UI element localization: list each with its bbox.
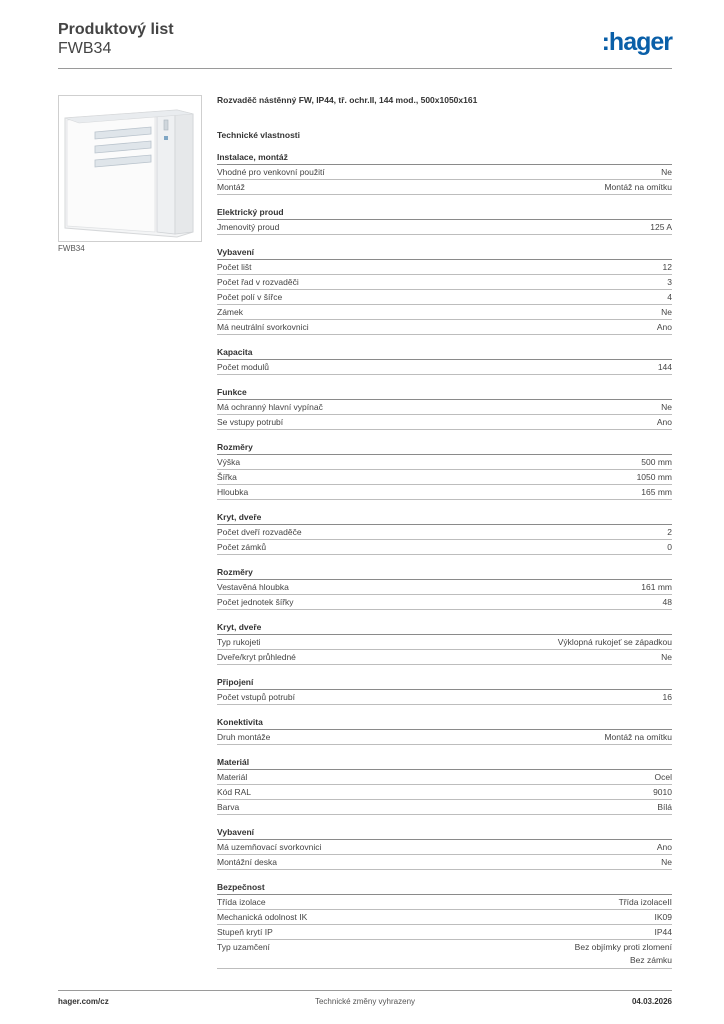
- spec-value: 12: [662, 261, 672, 272]
- technical-properties-title: Technické vlastnosti: [217, 130, 300, 140]
- spec-row: [217, 165, 672, 180]
- spec-label: Kód RAL: [217, 786, 252, 797]
- spec-group-title: Vybavení: [217, 246, 672, 260]
- spec-value: Ne: [661, 651, 672, 662]
- spec-label: Počet zámků: [217, 541, 267, 552]
- spec-value: Ano: [656, 416, 672, 427]
- distribution-board-illustration: [59, 96, 201, 241]
- spec-group-title: Rozměry: [217, 566, 672, 580]
- spec-label: Má uzemňovací svorkovnici: [217, 841, 322, 852]
- group-spacer: [217, 500, 672, 511]
- spec-row: [217, 540, 672, 555]
- spec-value: 1050 mm: [636, 471, 672, 482]
- spec-label: Mechanická odolnost IK: [217, 911, 308, 922]
- group-spacer: [217, 555, 672, 566]
- spec-label: Se vstupy potrubí: [217, 416, 284, 427]
- spec-value: Ne: [661, 856, 672, 867]
- spec-group-title: Rozměry: [217, 441, 672, 455]
- spec-row: [217, 180, 672, 195]
- spec-value: Ne: [661, 401, 672, 412]
- spec-group-title: Kryt, dveře: [217, 511, 672, 525]
- spec-row: [217, 580, 672, 595]
- product-description: Rozvaděč nástěnný FW, IP44, tř. ochr.II, 144 mod., 500x1050x161: [217, 95, 478, 105]
- spec-row: [217, 415, 672, 430]
- spec-value: 48: [662, 596, 672, 607]
- spec-row: [217, 770, 672, 785]
- group-spacer: [217, 745, 672, 756]
- spec-value: Třída izolaceII: [618, 896, 672, 907]
- spec-value: IK09: [654, 911, 672, 922]
- spec-row: [217, 305, 672, 320]
- spec-label: Počet řad v rozvaděči: [217, 276, 299, 287]
- spec-group-title: Vybavení: [217, 826, 672, 840]
- spec-group-title: Kryt, dveře: [217, 621, 672, 635]
- product-image: [58, 95, 202, 242]
- spec-group: [217, 151, 672, 195]
- spec-row: [217, 525, 672, 540]
- spec-group: [217, 511, 672, 555]
- image-caption: FWB34: [58, 244, 85, 253]
- spec-group: [217, 621, 672, 665]
- spec-label: Počet lišt: [217, 261, 252, 272]
- spec-value: IP44: [654, 926, 672, 937]
- spec-group: [217, 206, 672, 235]
- page-title: Produktový list: [58, 21, 174, 38]
- spec-value: Ne: [661, 166, 672, 177]
- spec-group-title: Elektrický proud: [217, 206, 672, 220]
- spec-row: [217, 895, 672, 910]
- footer-website-link[interactable]: hager.com/cz: [58, 997, 109, 1006]
- spec-row: [217, 840, 672, 855]
- spec-label: Třída izolace: [217, 896, 266, 907]
- group-spacer: [217, 195, 672, 206]
- spec-group: [217, 246, 672, 335]
- spec-value: Montáž na omítku: [604, 731, 672, 742]
- spec-value: Ocel: [654, 771, 672, 782]
- spec-label: Počet jednotek šířky: [217, 596, 294, 607]
- spec-value: Bílá: [657, 801, 672, 812]
- spec-value: 0: [667, 541, 672, 552]
- spec-row: [217, 260, 672, 275]
- spec-value: Výklopná rukojeť se západkou: [557, 636, 672, 647]
- spec-group: [217, 566, 672, 610]
- spec-row: [217, 275, 672, 290]
- spec-label: Typ uzamčení: [217, 941, 270, 952]
- spec-row: [217, 455, 672, 470]
- spec-groups: [217, 151, 672, 969]
- spec-label: Barva: [217, 801, 240, 812]
- spec-label: Výška: [217, 456, 241, 467]
- spec-group: [217, 716, 672, 745]
- spec-value: Ano: [656, 841, 672, 852]
- spec-row: [217, 400, 672, 415]
- footer-note: Technické změny vyhrazeny: [314, 997, 416, 1006]
- spec-group: [217, 346, 672, 375]
- spec-row: [217, 635, 672, 650]
- group-spacer: [217, 705, 672, 716]
- page-footer: [58, 997, 672, 1009]
- spec-value: Ano: [656, 321, 672, 332]
- spec-label: Materiál: [217, 771, 248, 782]
- spec-value: Montáž na omítku: [604, 181, 672, 192]
- spec-group-title: Konektivita: [217, 716, 672, 730]
- group-spacer: [217, 815, 672, 826]
- spec-label: Vhodné pro venkovní použití: [217, 166, 325, 177]
- spec-label: Počet vstupů potrubí: [217, 691, 295, 702]
- spec-value: 16: [662, 691, 672, 702]
- spec-row: [217, 360, 672, 375]
- spec-row: [217, 650, 672, 665]
- spec-group-title: Bezpečnost: [217, 881, 672, 895]
- spec-value: 125 A: [650, 221, 672, 232]
- spec-value: 9010: [653, 786, 672, 797]
- spec-label: Montážní deska: [217, 856, 278, 867]
- spec-row: [217, 220, 672, 235]
- spec-label: Montáž: [217, 181, 245, 192]
- spec-value: 500 mm: [641, 456, 672, 467]
- spec-row: [217, 800, 672, 815]
- spec-group: [217, 676, 672, 705]
- spec-group-title: Instalace, montáž: [217, 151, 672, 165]
- spec-row: [217, 595, 672, 610]
- spec-value: 4: [667, 291, 672, 302]
- spec-label: Stupeň krytí IP: [217, 926, 273, 937]
- footer-divider: [58, 990, 672, 991]
- spec-group-title: Kapacita: [217, 346, 672, 360]
- spec-row: [217, 940, 672, 969]
- spec-group: [217, 826, 672, 870]
- page-header: [58, 20, 672, 70]
- header-divider: [58, 68, 672, 69]
- spec-value: 3: [667, 276, 672, 287]
- spec-value: Ne: [661, 306, 672, 317]
- spec-row: [217, 485, 672, 500]
- spec-label: Počet polí v šířce: [217, 291, 283, 302]
- spec-label: Druh montáže: [217, 731, 271, 742]
- spec-label: Počet dveří rozvaděče: [217, 526, 302, 537]
- spec-row: [217, 290, 672, 305]
- spec-label: Zámek: [217, 306, 243, 317]
- spec-value: Bez objímky proti zlomení Bez zámku: [574, 941, 672, 965]
- spec-label: Šířka: [217, 471, 237, 482]
- spec-row: [217, 925, 672, 940]
- spec-row: [217, 730, 672, 745]
- spec-value: 161 mm: [641, 581, 672, 592]
- spec-label: Vestavěná hloubka: [217, 581, 289, 592]
- spec-label: Má ochranný hlavní vypínač: [217, 401, 323, 412]
- spec-label: Počet modulů: [217, 361, 269, 372]
- spec-value: 165 mm: [641, 486, 672, 497]
- spec-group-title: Materiál: [217, 756, 672, 770]
- spec-group-title: Připojení: [217, 676, 672, 690]
- spec-label: Má neutrální svorkovnici: [217, 321, 309, 332]
- spec-value: 144: [657, 361, 672, 372]
- group-spacer: [217, 870, 672, 881]
- group-spacer: [217, 610, 672, 621]
- product-code: FWB34: [58, 40, 112, 57]
- spec-label: Jmenovitý proud: [217, 221, 280, 232]
- spec-group: [217, 756, 672, 815]
- hager-logo: :hager: [601, 28, 672, 56]
- group-spacer: [217, 335, 672, 346]
- group-spacer: [217, 375, 672, 386]
- spec-group: [217, 441, 672, 500]
- spec-label: Hloubka: [217, 486, 249, 497]
- spec-row: [217, 470, 672, 485]
- spec-row: [217, 910, 672, 925]
- spec-label: Typ rukojeti: [217, 636, 261, 647]
- spec-group-title: Funkce: [217, 386, 672, 400]
- spec-value: 2: [667, 526, 672, 537]
- group-spacer: [217, 235, 672, 246]
- specification-section: [217, 92, 672, 969]
- group-spacer: [217, 665, 672, 676]
- spec-row: [217, 320, 672, 335]
- spec-row: [217, 690, 672, 705]
- footer-date: 04.03.2026: [631, 997, 672, 1006]
- spec-row: [217, 855, 672, 870]
- spec-label: Dveře/kryt průhledné: [217, 651, 296, 662]
- group-spacer: [217, 430, 672, 441]
- spec-group: [217, 881, 672, 969]
- spec-group: [217, 386, 672, 430]
- spec-row: [217, 785, 672, 800]
